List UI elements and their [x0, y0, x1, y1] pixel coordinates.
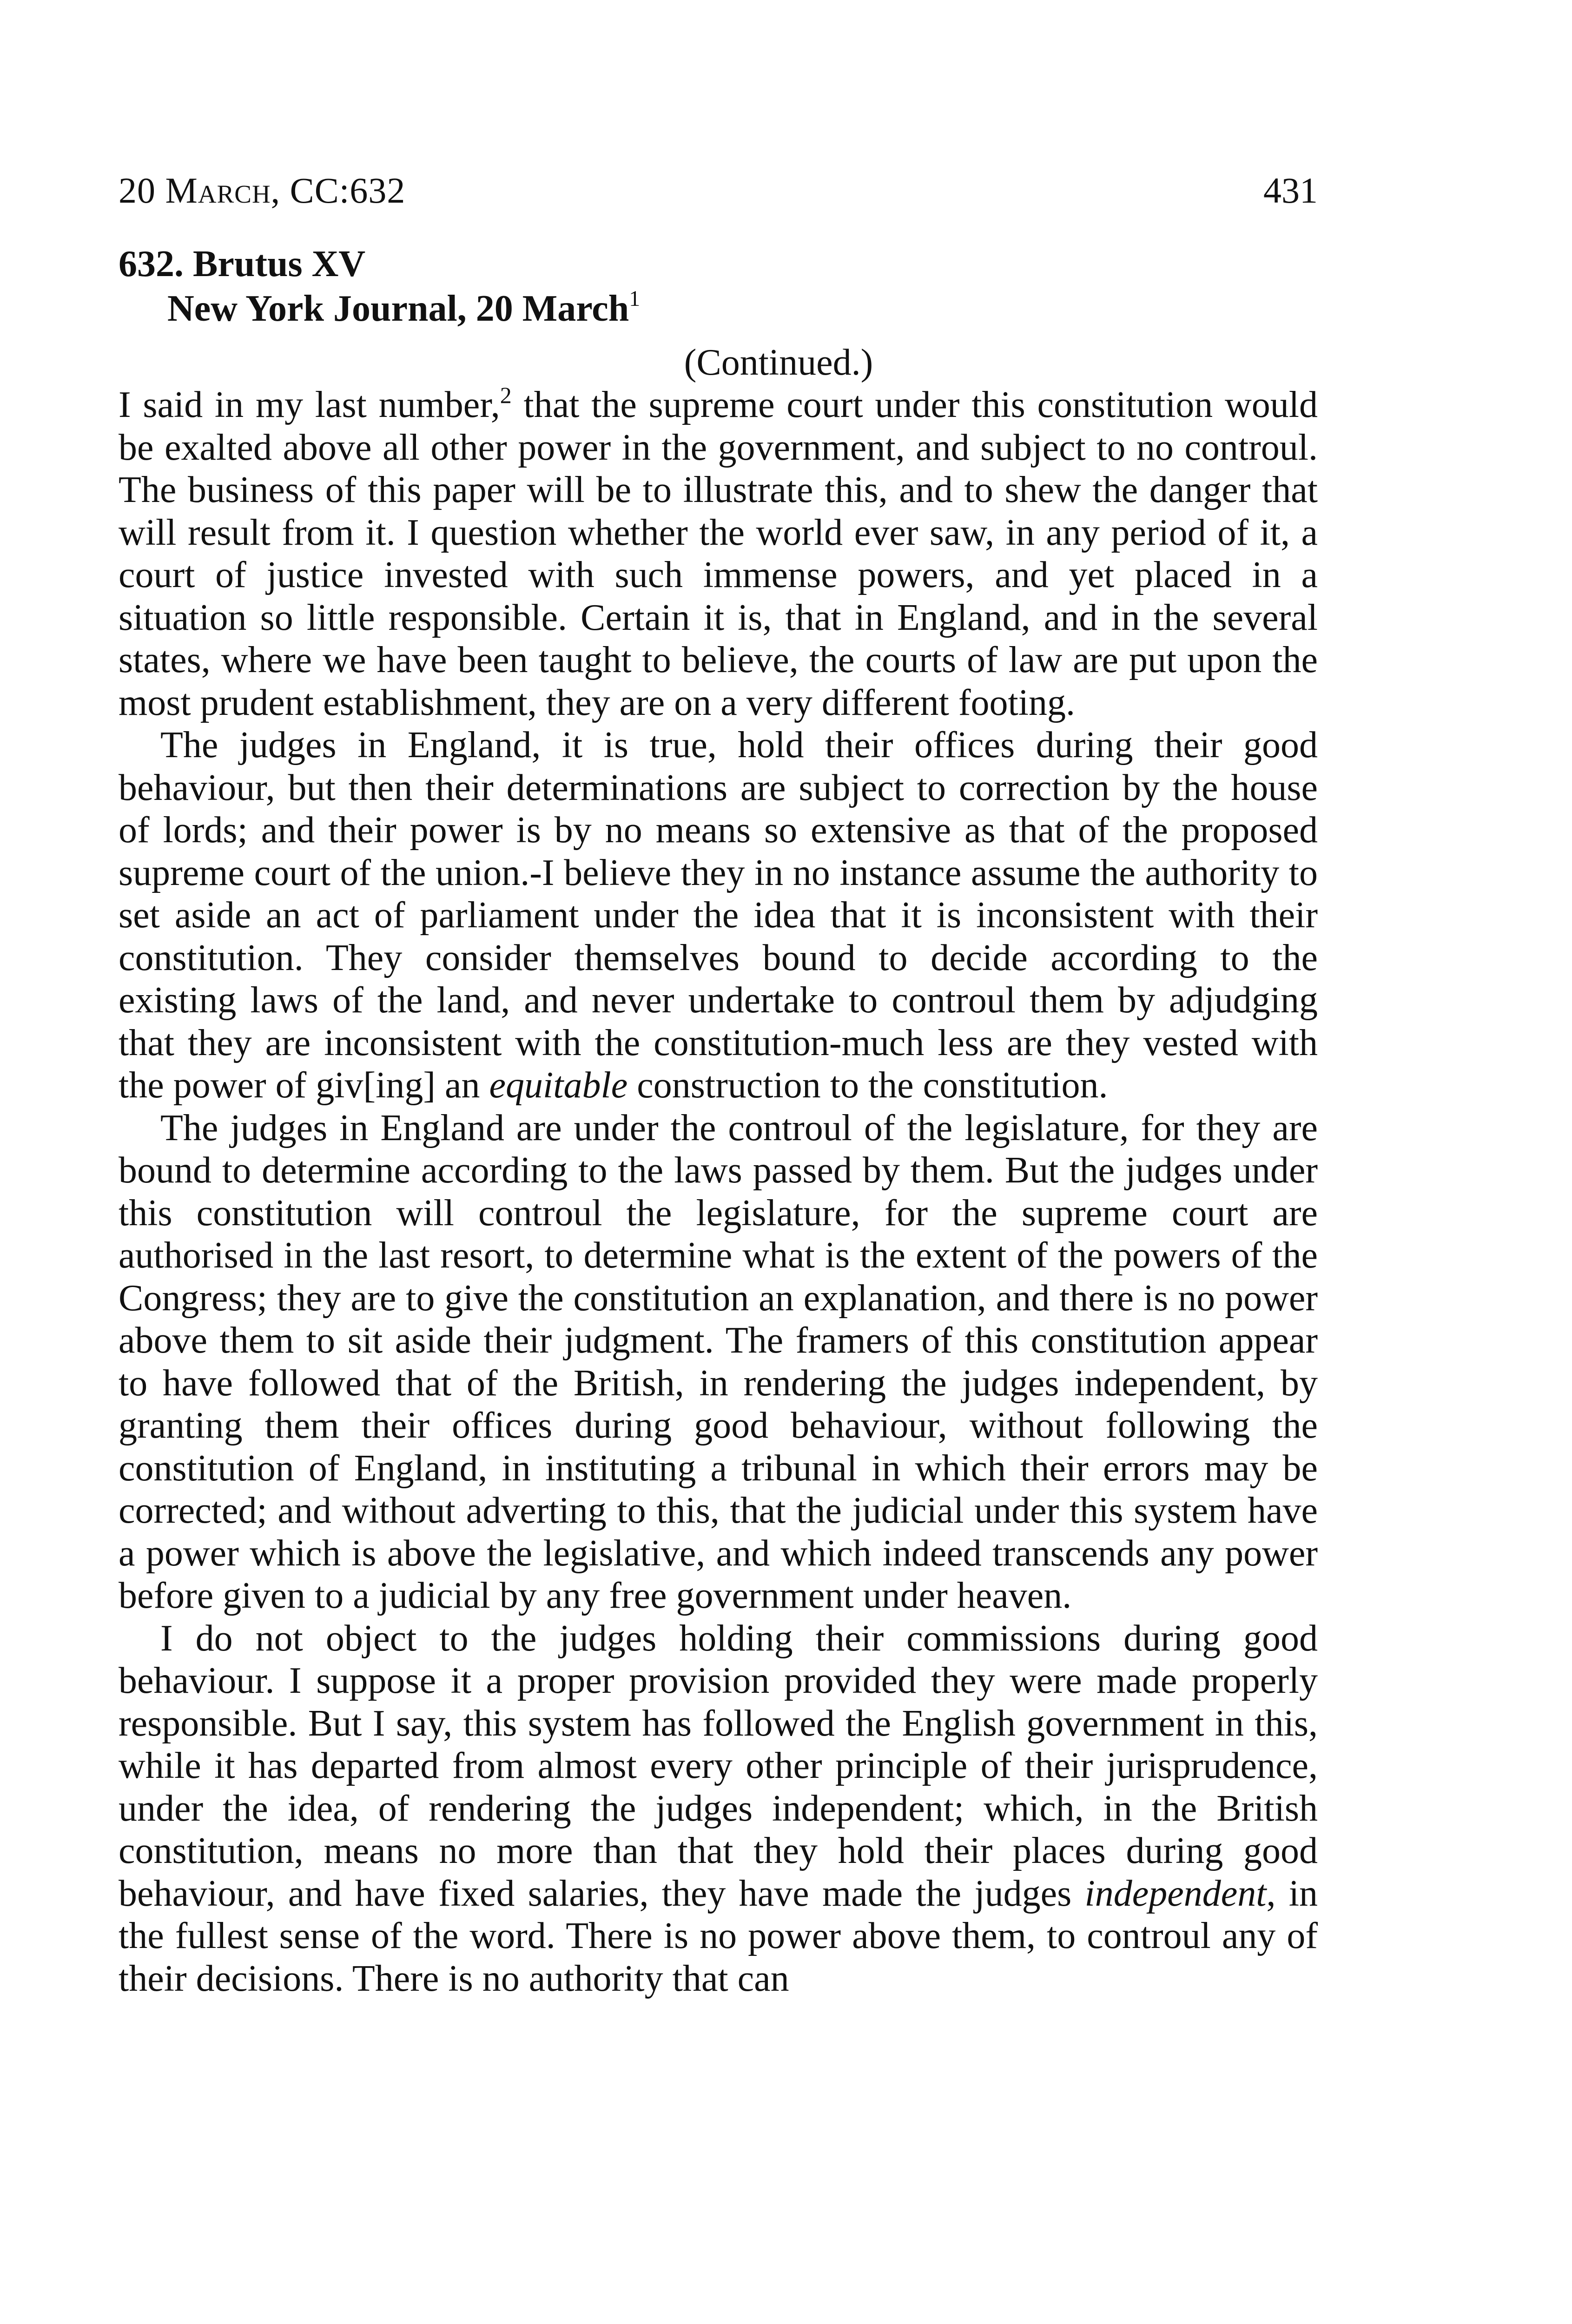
paragraph-2-italic: equitable	[489, 1065, 628, 1106]
paragraph-2	[119, 724, 1318, 1107]
document-title: 632. Brutus XV	[119, 244, 366, 284]
book-page	[119, 167, 1318, 2000]
paragraph-1-text-b: that the supreme court under this constitution would be exalted above all other power in the government, and subject to no controul. The business of this paper will be to illustrate this, and to shew the danger that will result from it. I question whether the world ever saw, in any period of it, a court of justice invested with such immense powers, and yet placed in a situation so little responsible. Certain it is, that in England, and in the several states, where we have been taught to believe, the courts of law are put upon the most prudent establishment, they are on a very different footing.	[119, 384, 1318, 723]
footnote-ref-2: 2	[500, 382, 512, 408]
document-source-text: New York Journal, 20 March	[167, 288, 629, 329]
running-head-day: 20	[119, 170, 165, 211]
paragraph-4-italic: independent	[1084, 1873, 1267, 1914]
running-head-month: March	[165, 170, 271, 211]
running-head-ref: , CC:632	[271, 170, 406, 211]
paragraph-2-text-b: construction to the constitution.	[627, 1065, 1108, 1106]
paragraph-1-text-a: I said in my last number,	[119, 384, 500, 425]
document-source	[119, 286, 1318, 331]
paragraph-2-text-a: The judges in England, it is true, hold their offices during their good behaviour, but then their determinations are subject to correction by the house of lords; and their power is by no means so extensive as that of the proposed supreme court of the union.-I believe they in no instance assume the authority to set aside an act of parliament under the idea that it is inconsistent with their constitution. They consider themselves bound to decide according to the existing laws of the land, and never undertake to controul them by adjudging that they are inconsistent with the constitution-much less are they vested with the power of giv[ing] an	[119, 725, 1318, 1106]
paragraph-4	[119, 1618, 1318, 2000]
paragraph-1	[119, 384, 1318, 724]
footnote-ref-1: 1	[629, 286, 641, 311]
paragraph-3: The judges in England are under the controul of the legislature, for they are bound to determine according to the laws passed by them. But the judges under this constitution will controul the legislature, for the supreme court are authorised in the last resort, to determine what is the extent of the powers of the Congress; they are to give the constitution an explanation, and there is no power above them to sit aside their judgment. The framers of this constitution appear to have followed that of the British, in rendering the judges independent, by granting them their offices during good behaviour, without following the constitution of England, in instituting a tribunal in which their errors may be corrected; and without adverting to this, that the judicial under this system have a power which is above the legislative, and which indeed transcends any power before given to a judicial by any free government under heaven.	[119, 1107, 1318, 1616]
running-head	[119, 167, 1318, 214]
paragraph-4-text-a: I do not object to the judges holding their commissions during good behaviour. I suppose it a proper provision provided they were made properly responsible. But I say, this system has followed the English government in this, while it has departed from almost every other principle of their jurisprudence, under the idea, of rendering the judges independent; which, in the British constitution, means no more than that they hold their places during good behaviour, and have fixed salaries, they have made the judges	[119, 1618, 1318, 1914]
body-text	[119, 384, 1318, 2000]
continued-label: (Continued.)	[684, 342, 873, 383]
paragraph-4-text-b: , in the fullest sense of the word. There is no power above them, to controul any of their decisions. There is no authority that can	[119, 1873, 1318, 1999]
page-number: 431	[1263, 170, 1318, 211]
running-head-date	[119, 167, 405, 214]
